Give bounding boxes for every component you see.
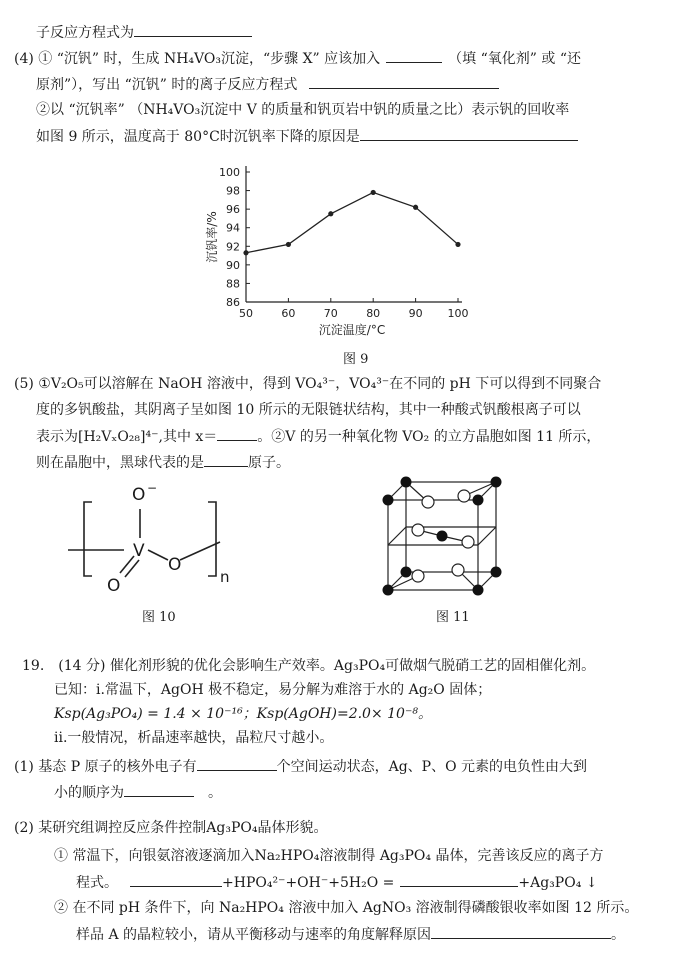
black-atom <box>383 495 394 506</box>
q18-part5-line2: 度的多钒酸盐，其阴离子呈如图 10 所示的无限链状结构，其中一种酸式钒酸根离子可以 <box>36 402 581 418</box>
white-atom <box>412 524 424 536</box>
atom-o-bottom: O <box>107 576 121 596</box>
q18-part4-line2: 原剂”），写出 “沉钒” 时的离子反应方程式 <box>36 74 499 95</box>
y-tick-label: 86 <box>226 296 240 309</box>
x-tick-label: 80 <box>366 307 381 320</box>
line-reaction-eq: 子反应方程式为 <box>36 22 252 43</box>
q19-part2-line4: ② 在不同 pH 条件下，向 Na₂HPO₄ 溶液中加入 AgNO₃ 溶液制得磷酸银收率如图 12 所示。 <box>54 900 639 916</box>
answer-blank[interactable] <box>309 74 499 89</box>
white-atom <box>422 496 434 508</box>
y-axis-label: 沉钒率/% <box>205 211 219 263</box>
data-point <box>286 242 291 247</box>
answer-blank[interactable] <box>134 22 252 37</box>
x-tick-label: 60 <box>281 307 296 320</box>
y-tick-label: 100 <box>219 166 240 179</box>
answer-blank[interactable] <box>197 756 277 771</box>
data-point <box>243 250 248 255</box>
q19-part1-line2: 小的顺序为 。 <box>54 782 222 803</box>
figure-11-unit-cell <box>378 472 528 602</box>
data-point <box>371 190 376 195</box>
black-atom <box>473 585 484 596</box>
double-bond-1 <box>120 556 134 573</box>
x-tick-label: 90 <box>408 307 423 320</box>
q18-part5-line1: (5) ①V₂O₅可以溶解在 NaOH 溶液中，得到 VO₄³⁻，VO₄³⁻在不同的 pH 下可以得到不同聚合 <box>14 376 602 392</box>
y-tick-label: 88 <box>226 277 240 291</box>
x-tick-label: 70 <box>323 307 338 320</box>
black-atom-center <box>437 531 448 542</box>
figure-10-structure <box>60 480 280 600</box>
right-bracket <box>208 502 216 576</box>
bond-right <box>180 542 220 560</box>
chart-axes <box>246 166 462 302</box>
figure-9-caption: 图 9 <box>343 352 369 367</box>
data-point <box>328 211 333 216</box>
black-atom <box>491 477 502 488</box>
q19-part2-equation: 程式。 +HPO₄²⁻+OH⁻+5H₂O = +Ag₃PO₄ ↓ <box>76 872 597 893</box>
data-point <box>413 205 418 210</box>
atom-o-top: O <box>132 485 146 505</box>
black-atom <box>401 477 412 488</box>
double-bond-2 <box>125 560 139 577</box>
q19-line2: 已知：i.常温下，AgOH 极不稳定，易分解为难溶于水的 Ag₂O 固体； <box>54 682 492 698</box>
y-tick-label: 94 <box>226 221 240 235</box>
y-tick-label: 98 <box>226 184 240 198</box>
q19-ksp-line: Ksp(Ag₃PO₄) = 1.4 × 10⁻¹⁶；Ksp(AgOH)=2.0× 10⁻⁸。 <box>54 706 432 722</box>
repeat-subscript: n <box>220 568 230 586</box>
answer-blank[interactable] <box>217 426 257 441</box>
q19-line1: 19. (14 分) 催化剂形貌的优化会影响生产效率。Ag₃PO₄可做烟气脱硝工艺的固相催化剂。 <box>22 658 596 674</box>
charge-sign: − <box>147 481 158 495</box>
left-bracket <box>84 502 92 576</box>
q18-part5-line3: 表示为[H₂VₓO₂₈]⁴⁻,其中 x＝ 。②V 的另一种氧化物 VO₂ 的立方晶胞如图 11 所示， <box>36 426 600 447</box>
answer-blank[interactable] <box>360 126 578 141</box>
answer-blank[interactable] <box>124 782 194 797</box>
y-tick-label: 92 <box>226 240 240 254</box>
x-axis-label: 沉淀温度/°C <box>318 323 386 337</box>
x-tick-label: 50 <box>239 307 253 320</box>
black-atom <box>473 495 484 506</box>
answer-blank[interactable] <box>431 924 611 939</box>
answer-blank[interactable] <box>204 452 248 467</box>
white-atom <box>452 564 464 576</box>
figure-9-chart <box>0 152 692 372</box>
x-tick-label: 100 <box>447 307 469 320</box>
answer-blank[interactable] <box>386 48 442 63</box>
black-atom <box>401 567 412 578</box>
q19-part1-line1: (1) 基态 P 原子的核外电子有 个空间运动状态，Ag、P、O 元素的电负性由大到 <box>14 756 587 777</box>
chart-ticks <box>204 166 469 337</box>
q19-part2-line5: 样品 A 的晶粒较小，请从平衡移动与速率的角度解释原因 。 <box>76 924 625 945</box>
q19-part2-line1: (2) 某研究组调控反应条件控制Ag₃PO₄晶体形貌。 <box>14 820 328 836</box>
atom-o-right: O <box>168 555 182 575</box>
chart-series <box>243 190 460 256</box>
y-tick-label: 96 <box>226 203 240 217</box>
answer-blank[interactable] <box>400 872 518 887</box>
white-atom <box>412 570 424 582</box>
black-atom <box>491 567 502 578</box>
white-atom <box>462 536 474 548</box>
black-atom <box>383 585 394 596</box>
q19-line4: ii.一般情况，析晶速率越快，晶粒尺寸越小。 <box>54 730 334 746</box>
q18-part4-line1: (4) ① “沉钒” 时，生成 NH₄VO₃沉淀，“步骤 X” 应该加入 （填 “氧化剂” 或 “还 <box>14 48 581 69</box>
q18-part4-line4: 如图 9 所示，温度高于 80°C时沉钒率下降的原因是 <box>36 126 578 147</box>
atom-v: V <box>133 541 145 561</box>
q18-part4-line3: ②以 “沉钒率” （NH₄VO₃沉淀中 V 的质量和钒页岩中钒的质量之比）表示钒的回收率 <box>36 102 570 118</box>
q19-part2-line2: ① 常温下，向银氨溶液逐滴加入Na₂HPO₄溶液制得 Ag₃PO₄ 晶体，完善该反应的离子方 <box>54 848 604 864</box>
figure-11-caption: 图 11 <box>436 610 470 625</box>
white-atom <box>458 490 470 502</box>
y-tick-label: 90 <box>226 258 240 272</box>
data-point <box>455 242 460 247</box>
figure-10-caption: 图 10 <box>142 610 176 625</box>
q18-part5-line4: 则在晶胞中，黑球代表的是 原子。 <box>36 452 290 473</box>
bond-v-o-right <box>148 550 168 560</box>
series-line <box>246 192 458 252</box>
answer-blank[interactable] <box>130 872 222 887</box>
